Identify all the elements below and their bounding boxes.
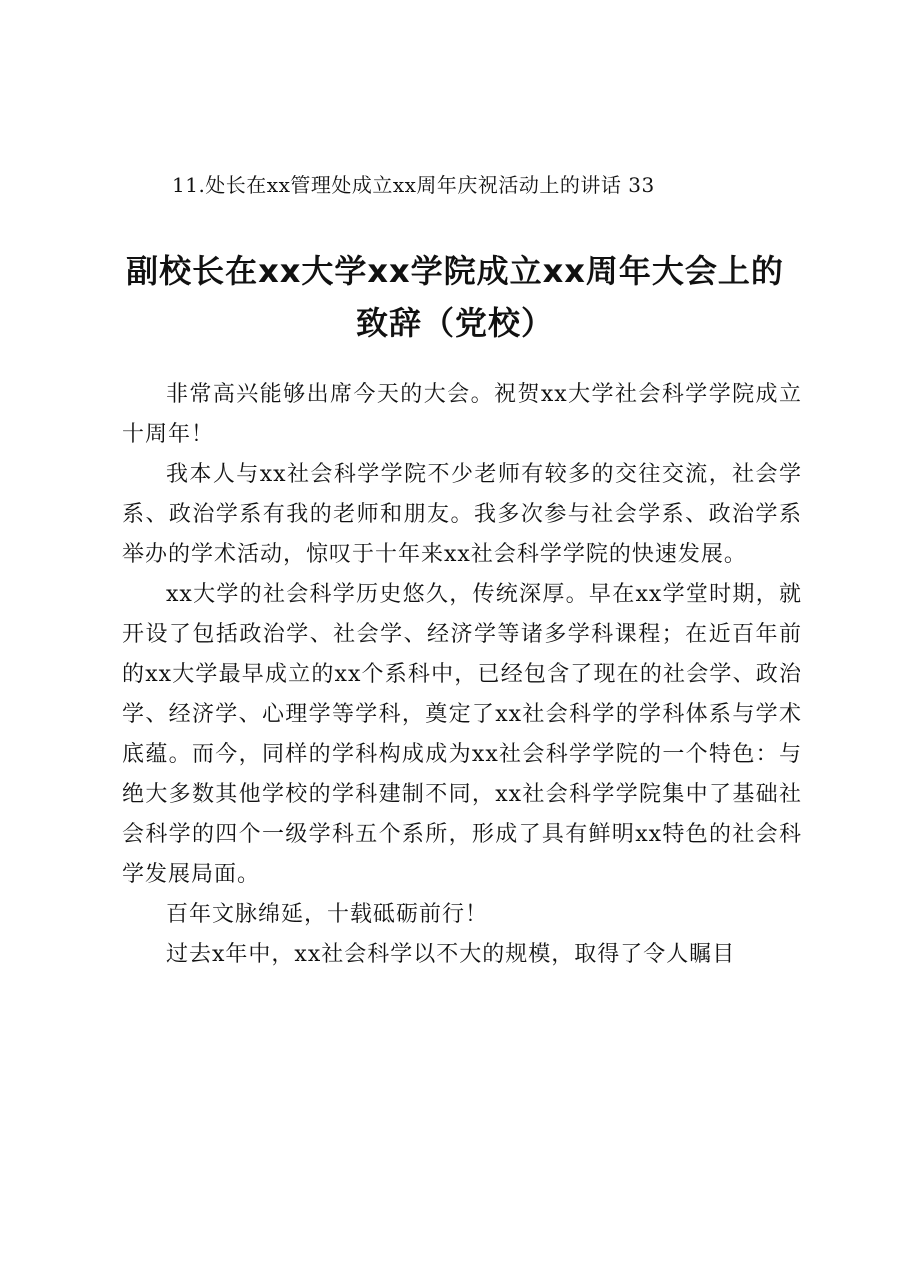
document-body bbox=[122, 375, 802, 975]
paragraph: 百年文脉绵延，十载砥砺前行！ bbox=[166, 902, 489, 927]
toc-entry: 11.处长在xx管理处成立xx周年庆祝活动上的讲话 33 bbox=[172, 173, 655, 197]
paragraph: 我本人与xx社会科学学院不少老师有较多的交往交流，社会学系、政治学系有我的老师和朋友。我多次参与社会学系、政治学系举办的学术活动，惊叹于十年来xx社会科学学院的快速发展。 bbox=[122, 462, 802, 567]
document-title: 副校长在xx大学xx学院成立xx周年大会上的致辞（党校） bbox=[126, 252, 784, 342]
paragraph: 过去x年中，xx社会科学以不大的规模，取得了令人瞩目 bbox=[166, 942, 736, 967]
paragraph: 非常高兴能够出席今天的大会。祝贺xx大学社会科学学院成立十周年！ bbox=[122, 382, 802, 447]
paragraph: xx大学的社会科学历史悠久，传统深厚。早在xx学堂时期，就开设了包括政治学、社会学、经济学等诸多学科课程；在近百年前的xx大学最早成立的xx个系科中，已经包含了现在的社会学、政治学、经济学、心理学等学科，奠定了xx社会科学的学科体系与学术底蕴。而今，同样的学科构成成为xx社会科学学院的一个特色：与绝大多数其他学校的学科建制不同，xx社会科学学院集中了基础社会科学的四个一级学科五个系所，形成了具有鲜明xx特色的社会科学发展局面。 bbox=[122, 582, 802, 887]
